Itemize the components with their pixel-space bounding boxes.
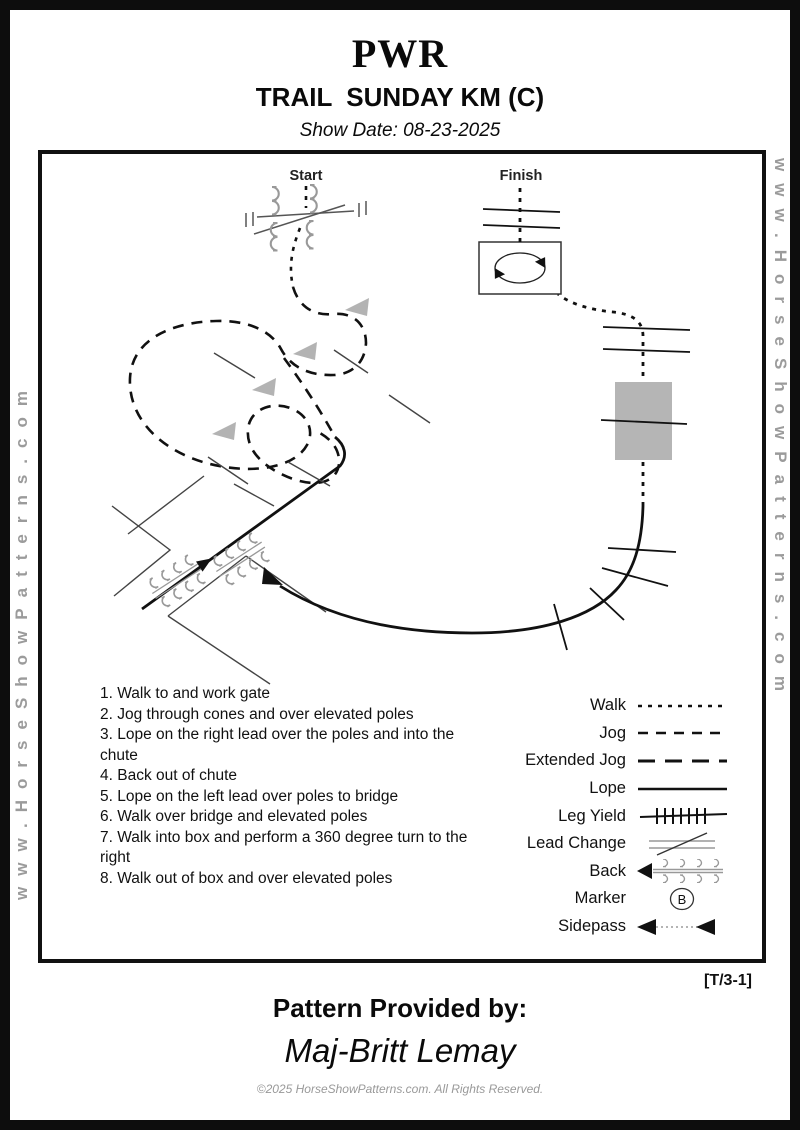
legend-label: Leg Yield: [558, 806, 626, 825]
legend-label: Sidepass: [558, 917, 626, 936]
cone-icon: [212, 422, 236, 440]
cone-icon: [293, 342, 317, 360]
legend-label: Lope: [589, 779, 626, 798]
instruction-item: 2. Jog through cones and over elevated poles: [100, 705, 414, 723]
legend-row-lead-change: [492, 830, 730, 858]
page-title: PWR: [351, 31, 449, 76]
marker-letter: B: [677, 891, 687, 907]
legend-walk-symbol: [635, 694, 730, 718]
legend: [492, 692, 730, 940]
legend-row-back: [492, 858, 730, 886]
exit-arrow-icon: [262, 567, 283, 585]
walk-path-after-gate: [291, 228, 300, 287]
gate-icon: [246, 185, 366, 251]
provided-by-name: Maj-Britt Lemay: [284, 1032, 516, 1069]
legend-row-leg-yield: [492, 802, 730, 830]
legend-jog-symbol: [635, 721, 730, 745]
back-trail-icon: [145, 531, 283, 610]
sidepass-arrow-icon: [696, 919, 715, 935]
chute-icon: [112, 476, 326, 684]
provided-by-label: Pattern Provided by:: [272, 993, 528, 1023]
legend-row-lope: [492, 775, 730, 803]
class-subtitle: TRAIL SUNDAY KM (C): [255, 82, 545, 112]
legend-back-symbol: [635, 859, 730, 883]
lope-left-lead-path: [280, 506, 643, 633]
instruction-item: 7. Walk into box and perform a 360 degree turn to the right: [100, 828, 468, 866]
cone-icon: [252, 378, 276, 396]
instruction-item: 5. Lope on the left lead over poles to bridge: [100, 787, 399, 805]
instruction-item: 3. Lope on the right lead over the poles and into the chute: [100, 726, 455, 764]
legend-label: Lead Change: [526, 834, 626, 853]
legend-label: Walk: [589, 696, 626, 715]
legend-marker-symbol: [635, 887, 730, 911]
instruction-item: 8. Walk out of box and over elevated poles: [100, 869, 393, 887]
finish-pole-icons: [483, 209, 560, 228]
instruction-item: 1. Walk to and work gate: [100, 685, 271, 702]
finish-label: Finish: [499, 168, 543, 184]
legend-label: Extended Jog: [525, 751, 626, 770]
legend-label: Marker: [574, 889, 626, 908]
legend-label: Back: [589, 861, 626, 880]
copyright: ©2025 HorseShowPatterns.com. All Rights Reserved.: [256, 1082, 544, 1096]
legend-row-jog: [492, 720, 730, 748]
legend-row-marker: [492, 885, 730, 913]
watermark-right: www.HorseShowPatterns.com: [771, 158, 790, 703]
cone-icons: [212, 298, 369, 440]
legend-label: Jog: [599, 723, 626, 742]
legend-row-walk: [492, 692, 730, 720]
lope-right-lead-path: [142, 437, 345, 609]
legend-lope-symbol: [635, 777, 730, 801]
turn-box-icon: [479, 242, 561, 294]
sidepass-arrow-icon: [637, 919, 656, 935]
instruction-item: 4. Back out of chute: [100, 767, 238, 784]
legend-row-extended-jog: [492, 747, 730, 775]
watermark-left: www.HorseShowPatterns.com: [12, 380, 31, 900]
jog-serpentine-path: [130, 287, 366, 483]
pattern-code: [T/3-1]: [704, 972, 752, 989]
legend-lead-change-symbol: [635, 832, 730, 856]
trail-diagram: [38, 150, 766, 963]
cone-icon: [345, 298, 369, 316]
legend-sidepass-symbol: [635, 915, 730, 939]
legend-leg-yield-symbol: [635, 804, 730, 828]
bridge-elevated-pole-icons: [603, 327, 690, 352]
show-date: Show Date: 08-23-2025: [299, 120, 501, 141]
instructions-list: [100, 684, 492, 889]
back-arrow-icon: [637, 863, 652, 879]
start-label: Start: [289, 168, 323, 184]
instruction-item: 6. Walk over bridge and elevated poles: [100, 808, 368, 825]
legend-extended-jog-symbol: [635, 749, 730, 773]
lope-sweep-pole-icons: [554, 548, 676, 650]
jog-pole-icons: [208, 350, 430, 484]
legend-row-sidepass: [492, 913, 730, 941]
